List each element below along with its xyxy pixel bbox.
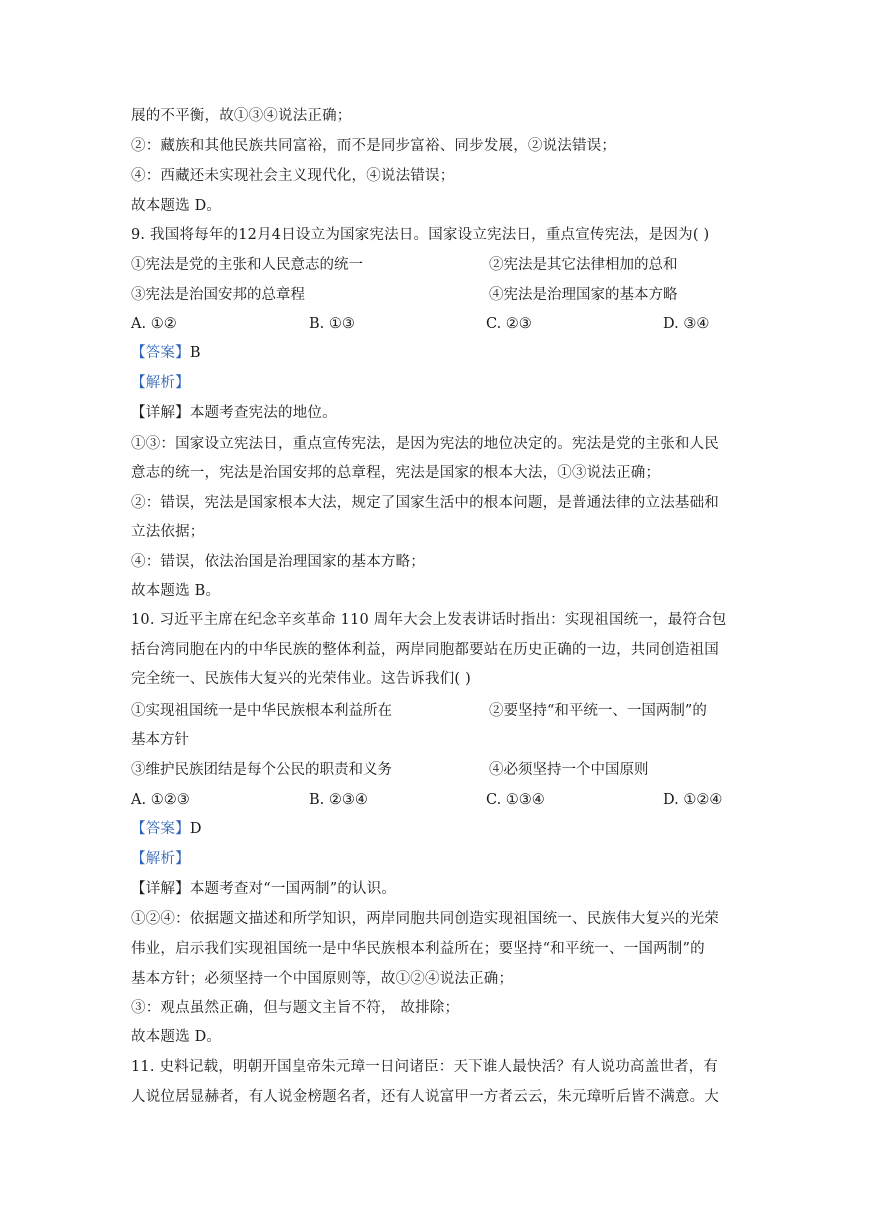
- analysis-tag: 【解析】: [131, 375, 190, 391]
- answer-value: B: [189, 345, 201, 361]
- question-10-stem: 10. 习近平主席在纪念辛亥革命 110 周年大会上发表讲话时指出：实现祖国统一，最符合包: [131, 612, 727, 628]
- detail-text: 本题考查对“一国两制”的认识。: [189, 881, 397, 897]
- q9-analysis: [131, 373, 741, 393]
- detail-text: 本题考查宪法的地位。: [189, 405, 337, 421]
- text-line: ①②④：依据题文描述和所学知识，两岸同胞共同创造实现祖国统一、民族伟大复兴的光荣: [131, 911, 719, 927]
- q10-option-a: A. ①②③: [131, 792, 190, 808]
- q9-option-d: D. ③④: [663, 316, 710, 332]
- q9-statement-4: ④宪法是治理国家的基本方略: [489, 287, 678, 303]
- text-line: ④：错误，依法治国是治理国家的基本方略；: [131, 554, 425, 570]
- text-line: 基本方针；必须坚持一个中国原则等，故①②④说法正确；: [131, 971, 514, 987]
- text-line: ③：观点虽然正确，但与题文主旨不符， 故排除；: [131, 1000, 460, 1016]
- text-line: 故本题选 B。: [131, 583, 221, 599]
- q10-statement-1: ①实现祖国统一是中华民族根本利益所在: [131, 703, 392, 719]
- text-line: 故本题选 D。: [131, 198, 222, 214]
- q10-statement-3: ③维护民族团结是每个公民的职责和义务: [131, 762, 392, 778]
- answer-value: D: [189, 821, 202, 837]
- q10-statement-2: ②要坚持“和平统一、一国两制”的: [489, 703, 707, 719]
- text-line: 括台湾同胞在内的中华民族的整体利益，两岸同胞都要站在历史正确的一边，共同创造祖国: [131, 642, 719, 658]
- text-line: ①③：国家设立宪法日，重点宣传宪法，是因为宪法的地位决定的。宪法是党的主张和人民: [131, 436, 719, 452]
- text-line: 故本题选 D。: [131, 1029, 222, 1045]
- text-line: ④：西藏还未实现社会主义现代化，④说法错误；: [131, 168, 455, 184]
- q10-analysis: [131, 849, 741, 869]
- answer-tag: 【答案】: [131, 821, 190, 837]
- q9-option-a: A. ①②: [131, 316, 177, 332]
- q9-detail: [131, 403, 741, 423]
- q9-statement-3: ③宪法是治国安邦的总章程: [131, 287, 305, 303]
- q9-statement-1: ①宪法是党的主张和人民意志的统一: [131, 257, 363, 273]
- q9-answer: [131, 343, 741, 363]
- q10-answer: [131, 819, 741, 839]
- text-line: 立法依据；: [131, 524, 205, 540]
- detail-tag: 【详解】: [131, 881, 190, 897]
- text-line: 伟业，启示我们实现祖国统一是中华民族根本利益所在；要坚持“和平统一、一国两制”的: [131, 941, 705, 957]
- text-line: 意志的统一，宪法是治国安邦的总章程，宪法是国家的根本大法，①③说法正确；: [131, 465, 661, 481]
- question-9-stem: 9. 我国将每年的12月4日设立为国家宪法日。国家设立宪法日，重点宣传宪法，是因为( ): [131, 227, 710, 243]
- text-line: 展的不平衡，故①③④说法正确；: [131, 108, 352, 124]
- q10-statement-2-cont: 基本方针: [131, 732, 189, 748]
- detail-tag: 【详解】: [131, 405, 190, 421]
- text-line: 人说位居显赫者，有人说金榜题名者，还有人说富甲一方者云云，朱元璋听后皆不满意。大: [131, 1089, 719, 1105]
- q9-statement-2: ②宪法是其它法律相加的总和: [489, 257, 678, 273]
- text-line: ②：藏族和其他民族共同富裕，而不是同步富裕、同步发展，②说法错误；: [131, 138, 617, 154]
- q10-option-d: D. ①②④: [663, 792, 723, 808]
- answer-tag: 【答案】: [131, 345, 190, 361]
- analysis-tag: 【解析】: [131, 851, 190, 867]
- q10-detail: [131, 879, 741, 899]
- text-line: ②：错误，宪法是国家根本大法，规定了国家生活中的根本问题，是普通法律的立法基础和: [131, 495, 719, 511]
- q9-option-c: C. ②③: [486, 316, 532, 332]
- question-11-stem: 11. 史料记载，明朝开国皇帝朱元璋一日问诸臣：天下谁人最快活？有人说功高盖世者，有: [131, 1059, 719, 1075]
- q10-option-c: C. ①③④: [486, 792, 545, 808]
- text-line: 完全统一、民族伟大复兴的光荣伟业。这告诉我们( ): [131, 671, 471, 687]
- q10-option-b: B. ②③④: [309, 792, 368, 808]
- q9-option-b: B. ①③: [309, 316, 355, 332]
- q10-statement-4: ④必须坚持一个中国原则: [489, 762, 649, 778]
